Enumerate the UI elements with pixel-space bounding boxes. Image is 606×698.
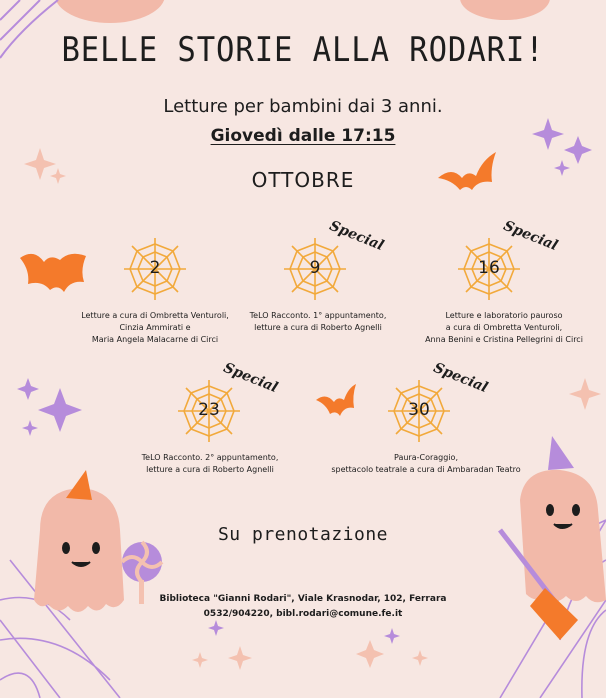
- event-date: 2: [149, 258, 161, 278]
- library-phone-email: 0532/904220, bibl.rodari@comune.fe.it: [203, 609, 403, 619]
- event-description: [120, 452, 300, 476]
- event-description: [228, 310, 408, 334]
- top-left-ghost-blob: [55, 0, 165, 23]
- bat-left: [20, 254, 86, 292]
- moon: [290, 628, 330, 679]
- library-contact: [0, 592, 606, 622]
- event-line: Maria Angela Malacarne di Circi: [91, 335, 219, 344]
- flyer-subtitle: Letture per bambini dai 3 anni.: [163, 96, 443, 117]
- event-date: 9: [309, 258, 321, 278]
- event-description: [406, 310, 602, 346]
- bottom-purple-stars: [208, 620, 400, 644]
- event-day-time: [0, 126, 606, 146]
- library-address: Biblioteca "Gianni Rodari", Viale Krasnodar, 102, Ferrara: [159, 594, 447, 604]
- event-line: spettacolo teatrale a cura di Ambaradan Teatro: [331, 465, 521, 474]
- event-line: Cinzia Ammirati e: [119, 323, 191, 332]
- event-date: 30: [408, 400, 430, 420]
- event-description: [316, 452, 536, 476]
- bat-middle: [316, 384, 356, 416]
- bottom-stars: [192, 640, 428, 670]
- month-heading: OTTOBRE: [251, 168, 355, 192]
- special-label: Special: [327, 217, 386, 255]
- right-middle-sparkles: [569, 378, 601, 410]
- special-label: Special: [221, 359, 280, 397]
- event-day-time-text: Giovedì dalle 17:15: [210, 126, 396, 146]
- event-line: Paura-Coraggio,: [393, 453, 458, 462]
- flyer-title: BELLE STORIE ALLA RODARI!: [61, 30, 545, 70]
- event-line: letture a cura di Roberto Agnelli: [254, 323, 382, 332]
- event-line: TeLO Racconto. 2° appuntamento,: [141, 453, 279, 462]
- booking-note: Su prenotazione: [217, 524, 389, 545]
- event-line: Letture a cura di Ombretta Venturoli,: [81, 311, 229, 320]
- left-middle-sparkles: [17, 378, 82, 436]
- special-label: Special: [501, 217, 560, 255]
- special-label: Special: [431, 359, 490, 397]
- event-line: a cura di Ombretta Venturoli,: [445, 323, 563, 332]
- event-line: TeLO Racconto. 1° appuntamento,: [249, 311, 387, 320]
- event-line: Anna Benini e Cristina Pellegrini di Circi: [425, 335, 583, 344]
- event-line: letture a cura di Roberto Agnelli: [146, 465, 274, 474]
- event-date: 23: [198, 400, 220, 420]
- event-date: 16: [478, 258, 500, 278]
- top-right-ghost-blob: [460, 0, 550, 20]
- event-line: Letture e laboratorio pauroso: [445, 311, 563, 320]
